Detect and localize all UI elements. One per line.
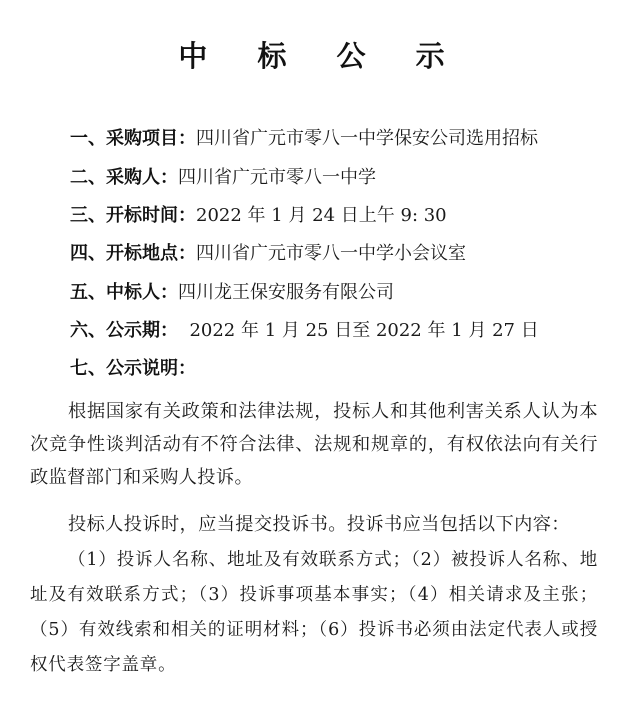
item-bid-opening-location xyxy=(70,241,466,267)
item-value: 四川省广元市零八一中学保安公司选用招标 xyxy=(196,128,538,149)
item-purchaser xyxy=(70,165,376,191)
item-procurement-project xyxy=(70,126,538,152)
item-label: 三、开标时间： xyxy=(70,205,196,226)
item-label: 七、公示说明： xyxy=(70,358,196,379)
item-label: 六、公示期： xyxy=(70,320,178,341)
item-value: 2022 年 1 月 24 日上午 9: 30 xyxy=(196,205,447,226)
item-publicity-period xyxy=(70,318,539,344)
complaint-submission-paragraph: 投标人投诉时，应当提交投诉书。投诉书应当包括以下内容： xyxy=(68,514,570,535)
item-label: 一、采购项目： xyxy=(70,128,196,149)
complaint-rights-paragraph: 根据国家有关政策和法律法规，投标人和其他利害关系人认为本次竞争性谈判活动有不符合法律、法规和规章的，有权依法向有关行政监督部门和采购人投诉。 xyxy=(30,401,598,488)
item-label: 四、开标地点： xyxy=(70,243,196,264)
item-winning-bidder xyxy=(70,280,394,306)
item-value: 四川省广元市零八一中学 xyxy=(178,167,376,188)
complaint-contents-paragraph: （1）投诉人名称、地址及有效联系方式；（2）被投诉人名称、地址及有效联系方式；（3）投诉事项基本事实；（4）相关请求及主张；（5）有效线索和相关的证明材料；（6）投诉书必须由法定代表人或授权代表签字盖章。 xyxy=(30,550,598,675)
item-label: 五、中标人： xyxy=(70,282,178,303)
item-value: 四川省广元市零八一中学小会议室 xyxy=(196,243,466,264)
item-label: 二、采购人： xyxy=(70,167,178,188)
item-value: 四川龙王保安服务有限公司 xyxy=(178,282,394,303)
item-value: 2022 年 1 月 25 日至 2022 年 1 月 27 日 xyxy=(178,320,539,341)
document-title: 中 标 公 示 xyxy=(178,39,465,73)
item-bid-opening-time xyxy=(70,203,447,229)
item-publicity-notes xyxy=(70,356,196,382)
